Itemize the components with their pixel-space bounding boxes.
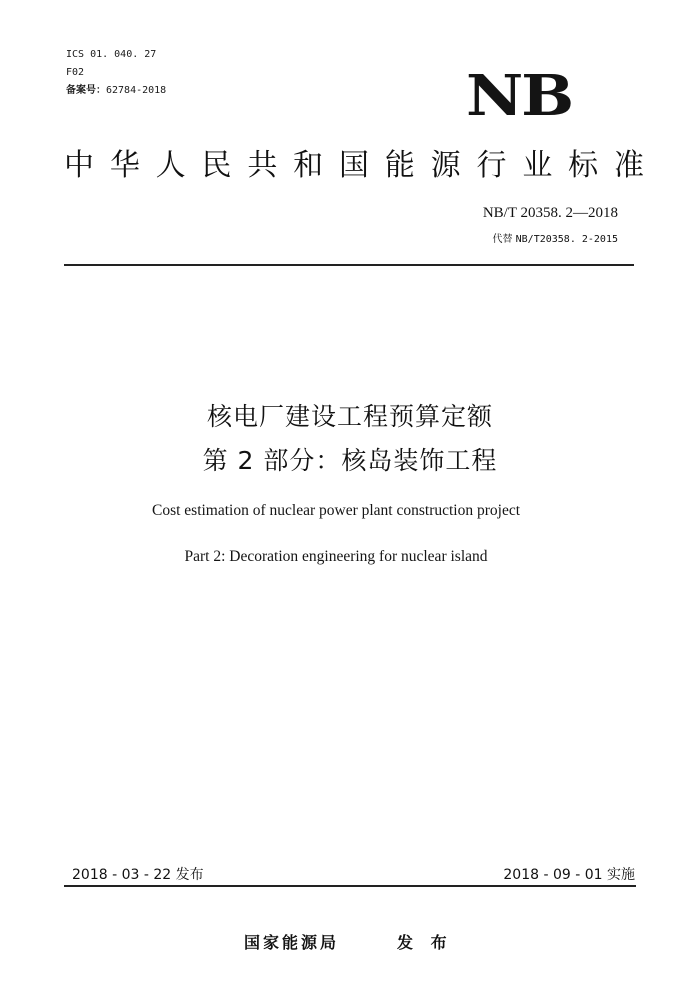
- replaces-note: [492, 230, 618, 245]
- footer-divider: [64, 885, 636, 887]
- title-en-line1: Cost estimation of nuclear power plant construction project: [151, 502, 521, 519]
- publish-action: 发 布: [397, 933, 453, 952]
- ics-code: ICS 01. 040. 27: [66, 49, 157, 60]
- title-en-line2: Part 2: Decoration engineering for nuclear island: [184, 548, 488, 565]
- title-cn-line2: 第 2 部分：核岛装饰工程: [202, 446, 498, 475]
- issue-date: 2018 - 03 - 22 发布: [72, 867, 204, 883]
- implementation-date: 2018 - 09 - 01 实施: [503, 867, 635, 883]
- title-cn-line1: 核电厂建设工程预算定额: [206, 402, 493, 431]
- standard-number: NB/T 20358. 2—2018: [482, 205, 618, 221]
- ccs-code: F02: [66, 67, 85, 78]
- publisher: 国家能源局: [244, 933, 340, 952]
- header-divider: [64, 264, 634, 266]
- replaces-number: NB/T20358. 2-2015: [515, 234, 618, 245]
- filing-number: [66, 82, 166, 100]
- replaces-label: 代替: [492, 234, 513, 245]
- filing-value: 62784-2018: [106, 85, 167, 96]
- filing-label: 备案号：: [66, 85, 106, 96]
- standard-category-title: 中华人民共和国能源行业标准: [64, 148, 644, 183]
- nb-logo: NB: [466, 63, 572, 129]
